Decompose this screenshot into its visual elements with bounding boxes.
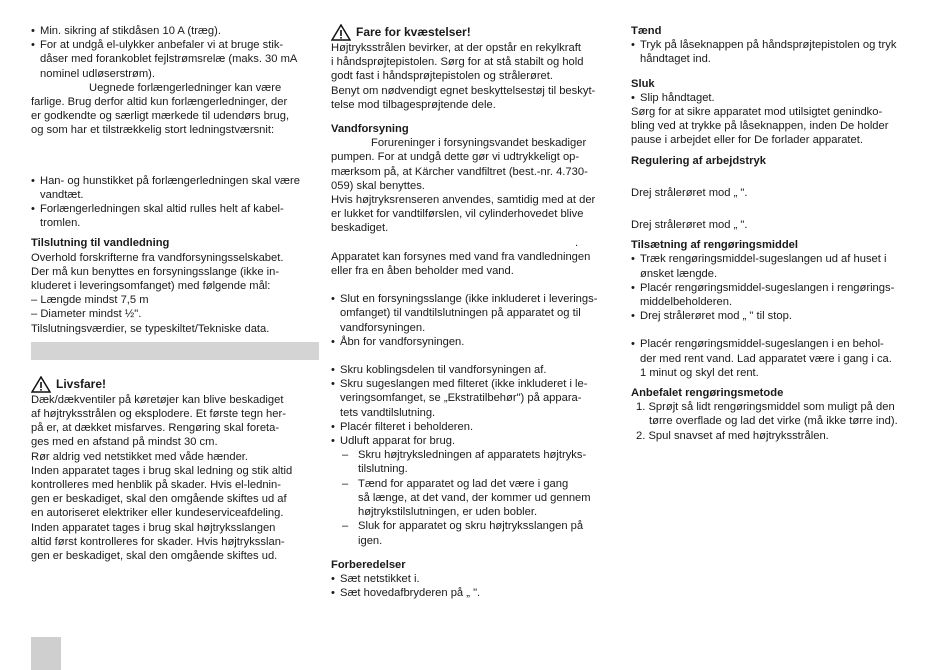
text-line: godt fast i håndsprøjtepistolen og strålerøret.	[331, 70, 553, 83]
text-line: Drej strålerøret mod „ ".	[631, 219, 748, 232]
text-line: 059) skal benyttes.	[331, 179, 425, 192]
text-line: ønsket længde.	[640, 267, 718, 280]
list-item: • Skru koblingsdelen til vandforsyningen af.	[331, 363, 619, 377]
text-line: på er, at dækket misfarves. Rengøring skal foreta-	[31, 422, 280, 435]
text-line: Hvis højtryksrenseren anvendes, samtidig med at der	[331, 194, 596, 207]
list-item: • Skru sugeslangen med filteret (ikke inkluderet i le-	[331, 377, 619, 391]
text-line: kluderet i leveringsomfanget) med følgende mål:	[31, 280, 271, 293]
section-bar	[31, 342, 319, 360]
section-heading: Tilsætning af rengøringsmiddel	[631, 239, 798, 252]
text-line: veringsomfanget, se „Ekstratilbehør") på appara-	[340, 392, 582, 405]
text-line: tets vandtilslutning.	[340, 406, 436, 419]
text-line: tromlen.	[40, 217, 81, 230]
page-marker	[31, 637, 61, 670]
text-line: af højtryksstrålen og eksplodere. Et første tegn her-	[31, 408, 286, 421]
text-line: er lukket for vandtilførslen, vil cylinderhovedet blive	[331, 208, 584, 221]
text-line: i håndsprøjtepistolen. Sørg for at stå stabilt og hold	[331, 56, 584, 69]
text-line: tørre overflade og lad det virke (må ikke tørre ind).	[649, 415, 898, 428]
text-line: telse mod tilbagesprøjtende dele.	[331, 98, 496, 111]
list-item: • Åbn for vandforsyningen.	[331, 335, 619, 349]
text-line: Højtryksstrålen bevirker, at der opstår en rekylkraft	[331, 42, 581, 54]
text-line: nominel udløserstrøm).	[40, 67, 156, 80]
middle-column	[331, 24, 619, 600]
text-line: beskadiget.	[331, 222, 389, 235]
sub-list-item: – Skru højtryksledningen af apparatets højtryks-	[331, 448, 619, 462]
text-line: – Længde mindst 7,5 m	[31, 294, 149, 307]
text-line: Benyt om nødvendigt egnet beskyttelsestøj til beskyt-	[331, 84, 596, 97]
text-line: gen er beskadiget, skal den omgående skiftes ud af	[31, 493, 287, 506]
text-line: pause i arbejdet eller for De forlader apparatet.	[631, 134, 863, 147]
text-line: Inden apparatet tages i brug skal højtryksslangen	[31, 521, 276, 534]
text-line: Forureninger i forsyningsvandet beskadiger	[371, 137, 587, 150]
text-line: Inden apparatet tages i brug skal ledning og stik altid	[31, 464, 293, 477]
list-item: • Træk rengøringsmiddel-sugeslangen ud af huset i	[631, 252, 919, 266]
list-item: • Udluft apparat for brug.	[331, 434, 619, 448]
text-line: igen.	[358, 534, 383, 547]
list-item: • Tryk på låseknappen på håndsprøjtepistolen og tryk	[631, 38, 919, 52]
text-line: mærksom på, at Kärcher vandfiltret (best.-nr. 4.730-	[331, 165, 588, 178]
text-line: Der må kun benyttes en forsyningsslange (ikke in-	[31, 265, 280, 278]
warning-title: Livsfare!	[56, 377, 107, 392]
list-item: • Han- og hunstikket på forlængerledningen skal være	[31, 174, 319, 188]
text-line: 1 minut og skyl det rent.	[640, 366, 759, 379]
text-line: så længe, at det vand, der kommer ud gennem	[358, 491, 591, 504]
section-heading: Anbefalet rengøringsmetode	[631, 387, 784, 400]
text-line: – Diameter mindst ½".	[31, 308, 142, 321]
text-line: dåser med forankoblet fejlstrømsrelæ (maks. 30 mA	[40, 53, 298, 66]
list-item: • For at undgå el-ulykker anbefaler vi at bruge stik-	[31, 38, 319, 52]
text-line: middelbeholderen.	[640, 296, 733, 309]
text-line: Dæk/dækventiler på køretøjer kan blive beskadiget	[31, 393, 284, 406]
text-line: Uegnede forlængerledninger kan være	[89, 81, 282, 94]
section-heading: Vandforsyning	[331, 123, 409, 136]
section-heading: Sluk	[631, 77, 655, 90]
warning-icon	[331, 24, 351, 41]
text-line: omfanget) til vandtilslutningen på apparatet og til	[340, 307, 581, 320]
list-item: • Sæt hovedafbryderen på „ ".	[331, 586, 619, 600]
sub-list-item: – Sluk for apparatet og skru højtryksslangen på	[331, 519, 619, 533]
dot-mark: .	[575, 236, 579, 249]
text-line: vandtæt.	[40, 188, 84, 201]
numbered-item: 1. Sprøjt så lidt rengøringsmiddel som muligt på den	[636, 401, 895, 414]
warning-heading	[331, 24, 619, 41]
text-line: ges med en afstand på mindst 30 cm.	[31, 436, 218, 449]
list-item: • Forlængerledningen skal altid rulles helt af kabel-	[31, 202, 319, 216]
list-item: • Drej strålerøret mod „ " til stop.	[631, 309, 919, 323]
text-line: vandforsyningen.	[340, 321, 426, 334]
text-line: Overhold forskrifterne fra vandforsyningsselskabet.	[31, 251, 284, 264]
section-heading: Forberedelser	[331, 558, 406, 571]
text-line: altid først kontrolleres for skader. Hvis højtryksslan-	[31, 535, 285, 548]
text-line: Tilslutningsværdier, se typeskiltet/Tekniske data.	[31, 322, 270, 335]
warning-title: Fare for kvæstelser!	[356, 25, 471, 40]
text-line: gen er beskadiget, skal den omgående skiftes ud.	[31, 550, 278, 563]
list-item: • Placér filteret i beholderen.	[331, 420, 619, 434]
text-line: tilslutning.	[358, 463, 408, 476]
text-line: Rør aldrig ved netstikket med våde hænder.	[31, 450, 249, 463]
right-column	[631, 24, 919, 443]
list-item: • Placér rengøringsmiddel-sugeslangen i en behol-	[631, 337, 919, 351]
text-line: håndtaget ind.	[640, 53, 711, 66]
text-line: og som har et tilstrækkelig stort ledningstværsnit:	[31, 124, 275, 137]
section-heading: Regulering af arbejdstryk	[631, 154, 766, 167]
list-item: • Slut en forsyningsslange (ikke inkluderet i leverings-	[331, 292, 619, 306]
text-line: Drej strålerøret mod „ ".	[631, 186, 748, 199]
sub-list-item: – Tænd for apparatet og lad det være i gang	[331, 477, 619, 491]
list-item: • Placér rengøringsmiddel-sugeslangen i rengørings-	[631, 281, 919, 295]
section-heading: Tænd	[631, 25, 662, 37]
list-item: • Min. sikring af stikdåsen 10 A (træg).	[31, 24, 319, 38]
text-line: en autoriseret elektriker eller kundeserviceafdeling.	[31, 507, 284, 520]
left-column	[31, 24, 319, 563]
text-line: Apparatet kan forsynes med vand fra vandledningen	[331, 250, 591, 263]
text-line: eller fra en åben beholder med vand.	[331, 265, 514, 278]
warning-icon	[31, 376, 51, 393]
text-line: højtrykstilslutningen, er uden bobler.	[358, 506, 538, 519]
text-line: er godkendte og særligt mærkede til udendørs brug,	[31, 110, 290, 123]
section-heading: Tilslutning til vandledning	[31, 237, 170, 250]
text-line: pumpen. For at undgå dette gør vi udtrykkeligt op-	[331, 151, 580, 164]
list-item: • Sæt netstikket i.	[331, 572, 619, 586]
list-item: • Slip håndtaget.	[631, 91, 919, 105]
text-line: der med rent vand. Lad apparatet være i gang i ca.	[640, 352, 892, 365]
warning-heading	[31, 376, 319, 393]
text-line: bling ved at trykke på låseknappen, inden De holder	[631, 120, 889, 133]
numbered-item: 2. Spul snavset af med højtryksstrålen.	[636, 429, 829, 442]
text-line: farlige. Brug derfor altid kun forlængerledninger, der	[31, 96, 288, 109]
text-line: kontrolleres med henblik på skader. Hvis el-lednin-	[31, 479, 281, 492]
text-line: Sørg for at sikre apparatet mod utilsigtet genindko-	[631, 106, 883, 119]
